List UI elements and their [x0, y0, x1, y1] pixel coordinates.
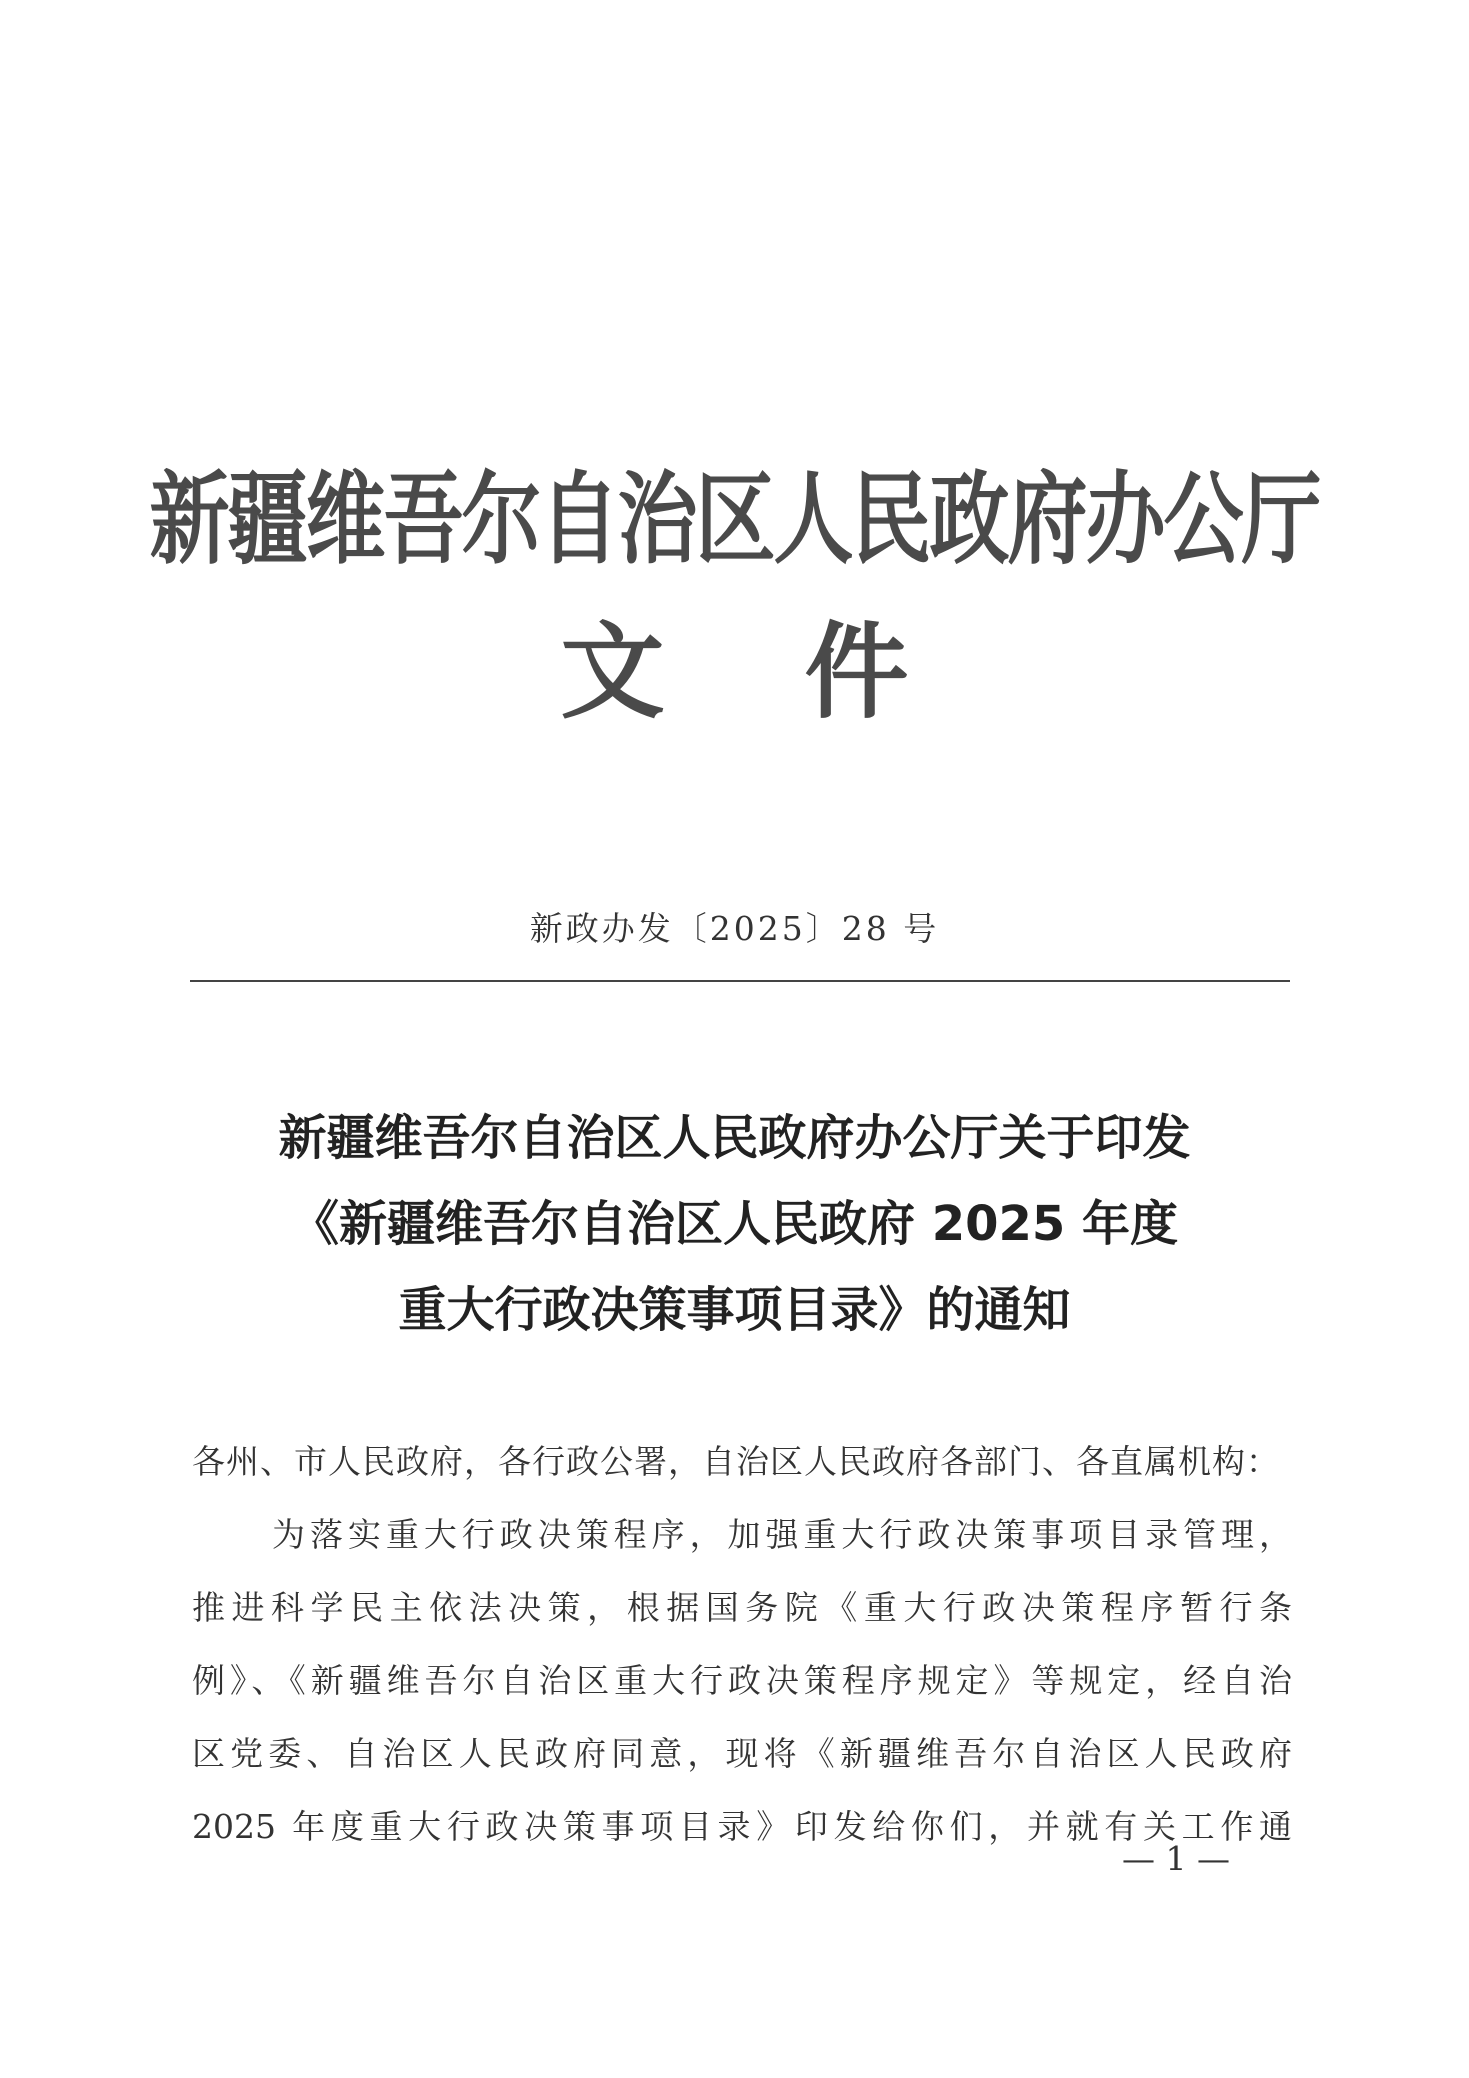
title-line: 新疆维吾尔自治区人民政府办公厅关于印发 — [278, 1110, 1191, 1166]
document-kind-heading: 文件 — [560, 610, 1049, 733]
title-line: 《新疆维吾尔自治区人民政府 2025 年度 — [290, 1196, 1179, 1252]
paragraph-line: 区党委、自治区人民政府同意，现将《新疆维吾尔自治区人民政府 — [192, 1734, 1292, 1773]
paragraph-line: 推进科学民主依法决策，根据国务院《重大行政决策程序暂行条 — [192, 1588, 1292, 1627]
document-number: 新政办发〔2025〕28 号 — [529, 909, 940, 948]
paragraph-line: 为落实重大行政决策程序，加强重大行政决策事项目录管理， — [272, 1515, 1292, 1554]
issuer-heading: 新疆维吾尔自治区人民政府办公厅 — [149, 461, 1320, 578]
paragraph-line: 2025 年度重大行政决策事项目录》印发给你们，并就有关工作通 — [192, 1807, 1292, 1846]
document-body — [192, 1425, 1292, 1863]
title-line: 重大行政决策事项目录》的通知 — [398, 1282, 1071, 1338]
salutation: 各州、市人民政府，各行政公署，自治区人民政府各部门、各直属机构： — [192, 1442, 1280, 1481]
paragraph-line: 例》、《新疆维吾尔自治区重大行政决策程序规定》等规定，经自治 — [192, 1661, 1292, 1700]
document-title — [0, 1095, 1469, 1353]
page-number: — 1 — — [1122, 1839, 1230, 1878]
header-divider — [190, 980, 1290, 982]
